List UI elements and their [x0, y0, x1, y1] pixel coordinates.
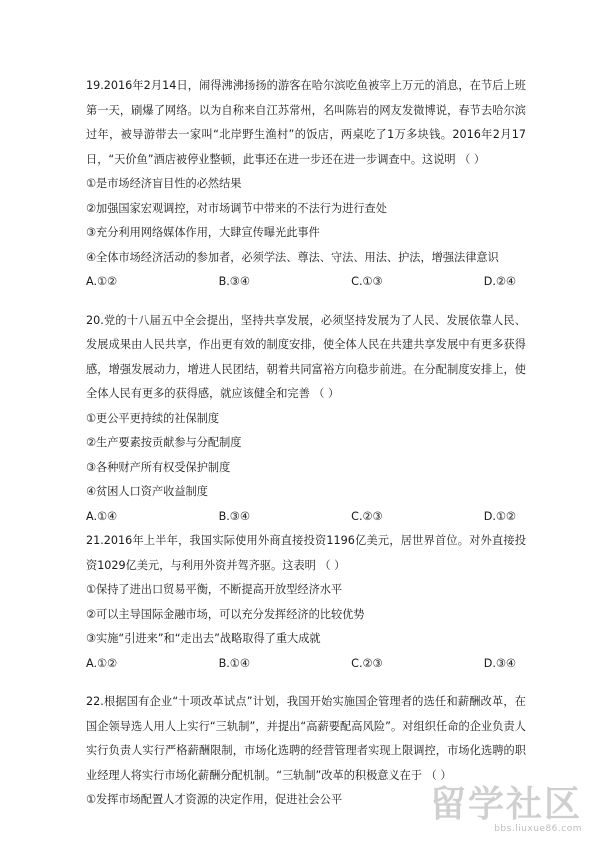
option-item: ③充分利用网络媒体作用，大肆宣传曝光此事件: [86, 226, 320, 239]
question-19: [86, 74, 526, 295]
question-21: [86, 529, 526, 676]
option-item: ②生产要素按贡献参与分配制度: [86, 436, 242, 449]
choice-b: B.③④: [218, 275, 250, 288]
question-stem: 22.根据国有企业“十项改革试点”计划，我国开始实施国企管理者的选任和薪酬改革，在国企领导选人用人上实行“三轨制”，并提出“高薪要配高风险”。对组织任命的企业负责人实行负责人实行严格薪酬限制，市场化选聘的经营管理者实现上限调控，市场化选聘的职业经理人将实行市场化薪酬分配机制。“三轨制”改革的积极意义在于 （ ）: [86, 695, 526, 782]
choice-c: C.①③: [351, 275, 383, 288]
exam-page: [86, 74, 526, 813]
choice-c: C.②③: [351, 656, 383, 670]
choice-a: A.①②: [86, 275, 118, 288]
watermark-logo: 留学社区: [429, 784, 582, 825]
option-item: ②加强国家宏观调控，对市场调节中带来的不法行为进行查处: [86, 201, 387, 215]
choice-d: D.③④: [483, 656, 516, 670]
answer-choices: [86, 652, 526, 677]
choice-a: A.①④: [86, 509, 118, 523]
option-item: ④全体市场经济活动的参加者，必须学法、尊法、守法、用法、护法，增强法律意识: [86, 250, 499, 264]
watermark-url: bbs.liuxue86.com: [494, 824, 582, 834]
question-stem: 19.2016年2月14日，闹得沸沸扬扬的游客在哈尔滨吃鱼被宰上万元的消息，在节后上班第一天，刷爆了网络。以为自称来自江苏常州，名叫陈岩的网友发微博说，春节去哈尔滨过年，被导游带去一家叫“北岸野生渔村”的饭店，两桌吃了1万多块钱。2016年2月17日，“天价鱼”酒店被停业整顿，此事还在进一步还在进一步调查中。这说明 （ ）: [86, 79, 526, 166]
choice-b: B.③④: [218, 509, 250, 523]
option-item: ①更公平更持续的社保制度: [86, 411, 220, 425]
choice-c: C.②③: [351, 509, 383, 523]
answer-choices: [86, 505, 526, 530]
question-stem: 20.党的十八届五中全会提出，坚持共享发展，必须坚持发展为了人民、发展依靠人民、发展成果由人民共享，作出更有效的制度安排，使全体人民在共建共享发展中有更多获得感，增强发展动力，增进人民团结，朝着共同富裕方向稳步前进。在分配制度安排上，使全体人民有更多的获得感，就应该健全和完善 （ ）: [86, 313, 526, 400]
question-20: [86, 309, 526, 530]
spacer: [86, 295, 526, 309]
choice-b: B.①④: [218, 656, 250, 670]
spacer: [86, 676, 526, 690]
question-stem: 21.2016年上半年，我国实际使用外商直接投资1196亿美元，居世界首位。对外直接投资1029亿美元，与利用外资并驾齐驱。这表明 （ ）: [86, 534, 526, 572]
choice-d: D.②④: [483, 275, 516, 288]
option-item: ④贫困人口资产收益制度: [86, 485, 208, 498]
choice-a: A.①②: [86, 656, 118, 670]
site-watermark: [422, 786, 582, 834]
answer-choices: [86, 270, 526, 295]
option-item: ②可以主导国际金融市场，可以充分发挥经济的比较优势: [86, 607, 365, 621]
choice-d: D.①②: [483, 509, 516, 523]
option-item: ③各种财产所有权受保护制度: [86, 460, 231, 474]
option-item: ③实施“引进来”和“走出去”战略取得了重大成就: [86, 632, 321, 645]
option-item: ①是市场经济盲目性的必然结果: [86, 177, 242, 190]
option-item: ①发挥市场配置人才资源的决定作用，促进社会公平: [86, 793, 343, 806]
option-item: ①保持了进出口贸易平衡，不断提高开放型经济水平: [86, 583, 343, 596]
